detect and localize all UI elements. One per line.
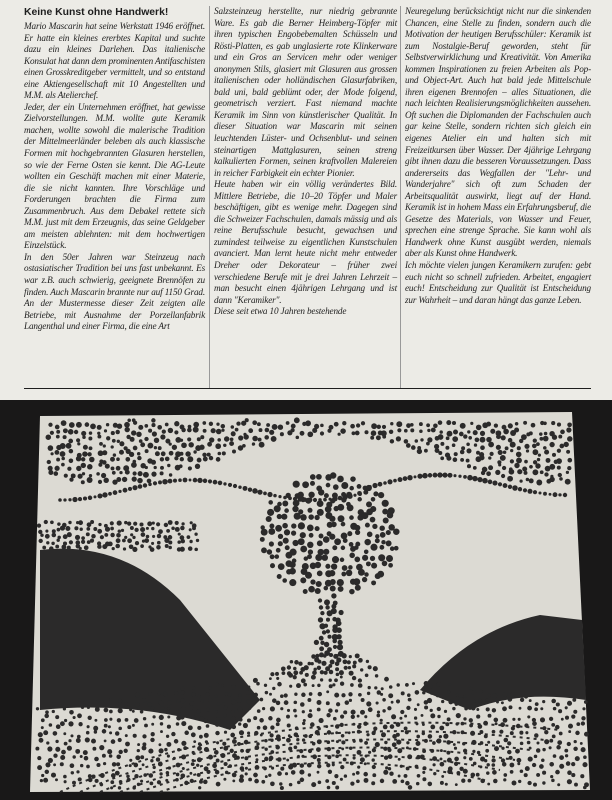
article-paragraph: Salzsteinzeug herstellte, nur niedrig gebrannte Ware. Es gab die Berner Heimberg-Töpfer mit ihren typischen Engobebemalten Schüsseln und Rösti-Platten, es gab unglasierte rote Klinkerware und ein Gros an Servicen mehr oder weniger anonymen Stils, glasiert mit Glasuren aus grossen italienischen oder holländischen Glasurfabriken, bald uni, bald geblümt oder, der Mode folgend, geometrisch verziert. Fast niemand machte Keramik im Sinn von künstlerischer Qualität. In dieser Situation war Mascarin mit seinen leuchtenden Lüster- und Ochsenblut- und seinen steinartigen Mattglasuren, seinen streng kalkulierten Formen, seinen kraftvollen Malereien in reicher Farbigkeit ein echter Pionier.	[214, 6, 397, 178]
article-heading: Keine Kunst ohne Handwerk!	[24, 7, 169, 18]
article-paragraph: Diese seit etwa 10 Jahren bestehende	[214, 306, 347, 317]
article-paragraph: Heute haben wir ein völlig verändertes Bild. Mittlere Betriebe, die 10–20 Töpfer und Maler beschäftigen, gibt es wenige mehr. Dagegen sind die Schweizer Fachschulen, damals mässig und als reine Berufsschule besucht, gewachsen und zumindest teilweise zu eigentlichen Kunstschulen avanciert. Man lernt heute nicht mehr entweder Dreher oder Dekorateur – früher zwei verschiedene Berufe mit je drei Jahren Lehrzeit – man besucht einen 4jährigen Lehrgang und ist dann "Keramiker".	[214, 179, 397, 305]
tile-landscape-image	[0, 400, 612, 800]
article-paragraph: Ich möchte vielen jungen Keramikern zurufen: gebt euch nicht so schnell zufrieden. Arbeitet, engagiert euch! Entscheidung zur Qualität ist Entscheidung zur Wahrheit – und daran hängt das ganze Leben.	[405, 260, 591, 305]
article-column-1	[24, 6, 205, 333]
article-paragraph: In den 50er Jahren war Steinzeug nach ostasiatischer Tradition bei uns fast unbekannt. Es war z.B. auch schwierig, geeignete Brennöfen zu finden. Auch Mascarin brannte nur auf 1150 Grad. An der Mustermesse dieser Zeit zeigten alle Betriebe, mit Ausnahme der Porzellanfabrik Langenthal und einer Firma, die eine Art	[24, 251, 205, 332]
article-column-2	[214, 6, 397, 318]
article-paragraph: Jeder, der ein Unternehmen eröffnet, hat gewisse Zielvorstellungen. M.M. wollte gute Keramik machen, wollte sowohl die malerische Tradition der Mittelmeerländer beleben als auch klassische Formen mit hochgebrannten Glasuren herstellen, so wie der Ferne Osten sie kennt. Die AG-Leute wollten ein Geschäft machen mit einer Materie, die sie nicht kannten. Ihre Vorschläge und Forderungen brachten die Firma zum Zusammenbruch. Aus dem Debakel rettete sich M.M. just mit dem Erzeugnis, das seine Geldgeber am meisten ablehnten: mit dem hochwertigen Einzelstück.	[24, 101, 205, 251]
article-paragraph: Mario Mascarin hat seine Werkstatt 1946 eröffnet. Er hatte ein kleines ererbtes Kapital und suchte dazu ein kleines Darlehen. Das italienische Konsulat hat dann dem prominenten Antifaschisten einen Grosskreditgeber vermittelt, und so entstand eine Aktiengesellschaft mit 10 Angestellten und M.M. als Atelierchef.	[24, 21, 205, 101]
column-divider	[400, 6, 401, 388]
section-divider	[24, 388, 591, 389]
article-paragraph: Neuregelung berücksichtigt nicht nur die sinkenden Chancen, eine Stelle zu finden, sondern auch die Motivation der heutigen Berufsschüler: Keramik ist zum Nostalgie-Beruf geworden, steht für Selbstverwirklichung und Kreativität. Von Amerika kommen Inspirationen zu freien Arbeiten als Pop- und Object-Art. Auch hat bald jede Mittelschule ihren eigenen Brennofen – alles Situationen, die nach leichten Realisierungsmöglichkeiten aussehen. Oft suchen die Diplomanden der Fachschulen auch gar keine Stelle, sondern richten sich gleich ein eigenes Atelier ein und halten sich mit Freizeitkursen über Wasser. Der 4jährige Lehrgang gibt ihnen dazu die besseren Voraussetzungen. Dass andererseits das Wegfallen der "Lehr- und Wanderjahre" sich oft zum Schaden der Arbeitsqualität auswirkt, liegt auf der Hand. Keramik ist in hohem Mass ein Erfahrungsberuf, die Gesetze des Materials, von Wasser und Feuer, sprechen eine strenge Sprache. Sie kann wohl als Handwerk ohne Kunst ausgübt werden, niemals aber als Kunst ohne Handwerk.	[405, 6, 591, 259]
column-divider	[209, 6, 210, 388]
ceramic-tile-photo	[0, 400, 612, 800]
article-column-3	[405, 6, 591, 306]
